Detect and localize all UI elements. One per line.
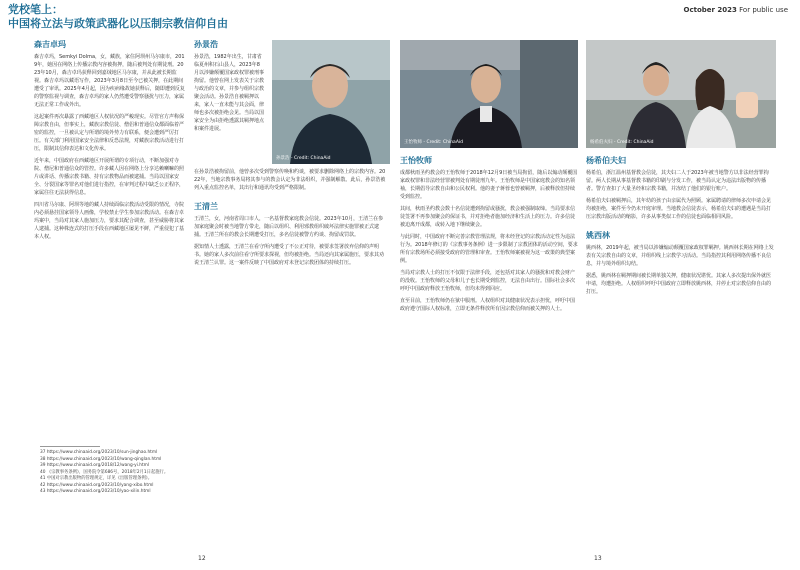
photo-caption: 孙景浩 - Credit: ChinaAid bbox=[276, 156, 331, 161]
paragraph: 据知情人士透露，王清兰在看守所内遭受了不公正对待，被要求签署放弃信仰的声明书。她的家人多次前往看守所要求探视，但均被拒绝。当局还向其家属施压，要求其劝说王清兰认罪。这一案件反映了中国政府对未登记宗教团体的持续打压。 bbox=[194, 244, 385, 266]
header-title: 中国将立法与政策武器化以压制宗教信仰自由 bbox=[8, 17, 228, 30]
footnote: 39 https://www.chinaaid.org/2018/12/wang-yi.html bbox=[40, 463, 150, 468]
paragraph: 四川省马尔康、阿坝等地的藏人持续面临宗教活动受限的情况，寺院内必须悬挂国家领导人画像，学校禁止学生参加宗教活动。在森吉卓玛案中，当局对其家人施加压力，要求其配合调查，甚至威胁将其家人逮捕。这种株连式的打压手段在西藏地区屡见不鲜，严重侵犯了基本人权。 bbox=[34, 202, 185, 240]
column-left bbox=[34, 40, 186, 450]
footnote-divider bbox=[40, 446, 100, 447]
portrait-image bbox=[272, 40, 390, 164]
paragraph: 成都秋雨圣约教会的王怡牧师于2018年12月9日被当局拘留，随后以煽动颠覆国家政权罪和非法经营罪被判处有期徒刑九年。王怡牧师是中国家庭教会的知名领袖，长期倡导宗教自由和公民权利。他的妻子蒋蓉也曾被羁押，后被释放但持续受到监控。 bbox=[400, 170, 578, 200]
footnote: 43 https://www.chinaaid.org/2023/10/yao-xilin.html bbox=[40, 489, 151, 494]
footnote: 38 https://www.chinaaid.org/2023/10/wang-qinglan.html bbox=[40, 456, 162, 462]
footnote: 42 https://www.chinaaid.org/2023/10/yang-xibo.html bbox=[40, 482, 154, 488]
column-right-2 bbox=[586, 156, 774, 541]
header-title-block bbox=[8, 3, 228, 31]
paragraph: 直至目前，王怡牧师仍在狱中服刑。人权组织对其健康状况表示担忧，呼吁中国政府遵守国际人权标准，立即无条件释放所有因宗教信仰而被关押的人士。 bbox=[400, 298, 576, 312]
paragraph: 据悉，姚西林在羁押期间被长期单独关押，健康状况堪忧。其家人多次提出保外就医申请，均遭拒绝。人权组织呼吁中国政府立即释放姚西林，并停止对宗教信仰自由的打压。 bbox=[586, 273, 772, 295]
section-title: 森吉卓玛 bbox=[34, 40, 66, 49]
page-number-right: 13 bbox=[594, 555, 602, 562]
photo-wang-yi bbox=[400, 40, 578, 148]
photo-caption: 王怡牧师 - Credit: ChinaAid bbox=[404, 140, 464, 145]
portrait-image bbox=[400, 40, 578, 148]
section-title: 王怡牧师 bbox=[400, 156, 432, 165]
paragraph: 这起案件再次暴露了西藏地区人权状况的严峻现实。尽管官方声称保障宗教自由，但事实上，藏族宗教信徒、僧侣和普通信众都面临着严密的监控，一旦被认定与所谓的境外势力有联系，便会遭到严厉打压。有关部门利用国家安全法律和反恐法规，对藏族宗教活动进行打压，限制其信仰表达和文化传承。 bbox=[34, 114, 185, 152]
paragraph: 在孙景浩被拘留前，他曾多次受到警察传唤和约谈，被要求删除网络上的宗教内容。2022年，当地宗教事务局将其参与的教会认定为非法组织，并强制解散。此后，孙景浩被列入重点监控名单，其出行和通讯均受到严格限制。 bbox=[194, 169, 386, 191]
paragraph: 近年来，中国政府在西藏地区开展所谓的专项行动，不断加强对寺院、僧尼和普通信众的管控。许多藏人因在网络上分享达赖喇嘛的照片或讲话、传播宗教书籍、持有宗教物品而被逮捕。当局以国家安全、分裂国家等罪名对他们进行指控，在审判过程中缺乏公正程序，家属往往无法获得信息。 bbox=[34, 158, 185, 196]
paragraph: 姚西林，2019年起，被当局以涉嫌煽动颠覆国家政权罪羁押。姚西林长期在网络上发表有关宗教自由的文章，并组织线上宗教学习活动。当局指控其利用网络传播不良信息，并与境外组织勾结。 bbox=[586, 245, 774, 267]
column-right bbox=[400, 156, 578, 541]
section-title: 王清兰 bbox=[194, 202, 218, 211]
footnotes bbox=[40, 450, 385, 496]
paragraph: 森吉卓玛，Semkyi Dolma，女，藏族，家住阿坝州马尔康市，2019年，她因在网络上传播宗教内容被拘押，随后被判处有期徒刑。2023年10月，森吉卓玛获释回到嘉绒地区马尔康，并从此被长期监视。森吉卓玛以藏语写作，2023年3月8日至今已被关押，在此期间遭受了审讯。2025年4月起，因为疾病缘故她获释后，随即遭到反复的警察监视与调查，森吉卓玛的家人仍然遭受警察骚扰与压力，家属无法正常工作或外出。 bbox=[34, 54, 185, 108]
column-left-3 bbox=[194, 168, 388, 448]
column-left-2 bbox=[194, 40, 264, 158]
issue-usage: For public use bbox=[739, 6, 788, 14]
footnote: 40 《宗教事务条例》，国务院令第686号，2018年2月1日起施行。 bbox=[40, 469, 169, 475]
footnote: 41 中国对宗教出版物的管理规定，详见《出版管理条例》。 bbox=[40, 476, 153, 481]
section-title: 姚西林 bbox=[586, 231, 610, 240]
section-title: 杨希伯夫妇 bbox=[586, 156, 626, 165]
photo-caption: 杨希伯夫妇 - Credit: ChinaAid bbox=[590, 140, 654, 145]
paragraph: 其间，秋雨圣约教会数十名信徒遭到拘留或骚扰，教会被强制取缔。当局要求信徒签署不再参加聚会的保证书，并对拒绝者施加经济和生活上的压力。许多信徒被迫离开成都，或转入地下继续聚会。 bbox=[400, 206, 576, 228]
photo-sun-jinghao bbox=[272, 40, 390, 164]
photo-yang-xibo bbox=[586, 40, 776, 148]
issue-month: October 2023 bbox=[683, 6, 737, 14]
page-number-left: 12 bbox=[198, 555, 206, 562]
portrait-image bbox=[586, 40, 776, 148]
paragraph: 与此同时，中国政府不断完善宗教管理法规，将未经登记的宗教活动定性为违法行为。2018年修订的《宗教事务条例》进一步限制了宗教团体的活动空间，要求所有宗教场所必须接受政府的管理和审查。王怡牧师案被视为这一政策的典型案例。 bbox=[400, 234, 578, 264]
paragraph: 杨希伯夫妇被羁押后，其年幼的孩子由亲属代为照顾。家属聘请的律师多次申请会见均被拒绝，案件至今仍未开庭审理。当地教会信徒表示，杨希伯夫妇的遭遇是当局打压宗教出版活动的缩影，许多从事类似工作的信徒也面临相同风险。 bbox=[586, 198, 772, 220]
footnote: 37 https://www.chinaaid.org/2023/10/sun-jinghao.html bbox=[40, 450, 158, 455]
issue-label bbox=[684, 6, 788, 14]
header-series: 党校笔上： bbox=[8, 3, 63, 16]
paragraph: 当局对宗教人士的打压不仅限于法律手段，还包括对其家人的骚扰和对教会财产的没收。王怡牧师的父母和儿子也长期受到监控，无法自由出行。国际社会多次呼吁中国政府释放王怡牧师，但均未得到回应。 bbox=[400, 270, 576, 292]
section-title: 孙景浩 bbox=[194, 40, 218, 49]
paragraph: 孙景浩，1982年出生，甘肃省临夏州积石山县人，2023年8月以涉嫌颠覆国家政权罪被刑事拘留。他曾在网上发表关于宗教与政治的文章，并参与组织宗教聚会活动。孙景浩自被羁押以来，家人一直未能与其会面，律师也多次被拒绝会见。当局以国家安全为由拒绝透露其羁押地点和案件进展。 bbox=[194, 54, 264, 132]
paragraph: 杨希伯，浙江温州基督教会信徒，其夫妇二人于2023年被当地警方以非法经营罪拘留。两人长期从事基督教书籍的印刷与分发工作，被当局认定为违法出版物的传播者。警方查扣了大量圣经和宗教书籍，并冻结了他们的银行账户。 bbox=[586, 170, 769, 192]
paragraph: 王清兰，女，河南省周口市人，一名基督教家庭教会信徒。2023年10月，王清兰在参加家庭聚会时被当地警方带走，随后以组织、利用邪教组织破坏法律实施罪被正式逮捕。王清兰所在的教会长期遭受打压，多名信徒被警方约谈、拘留或罚款。 bbox=[194, 216, 384, 238]
